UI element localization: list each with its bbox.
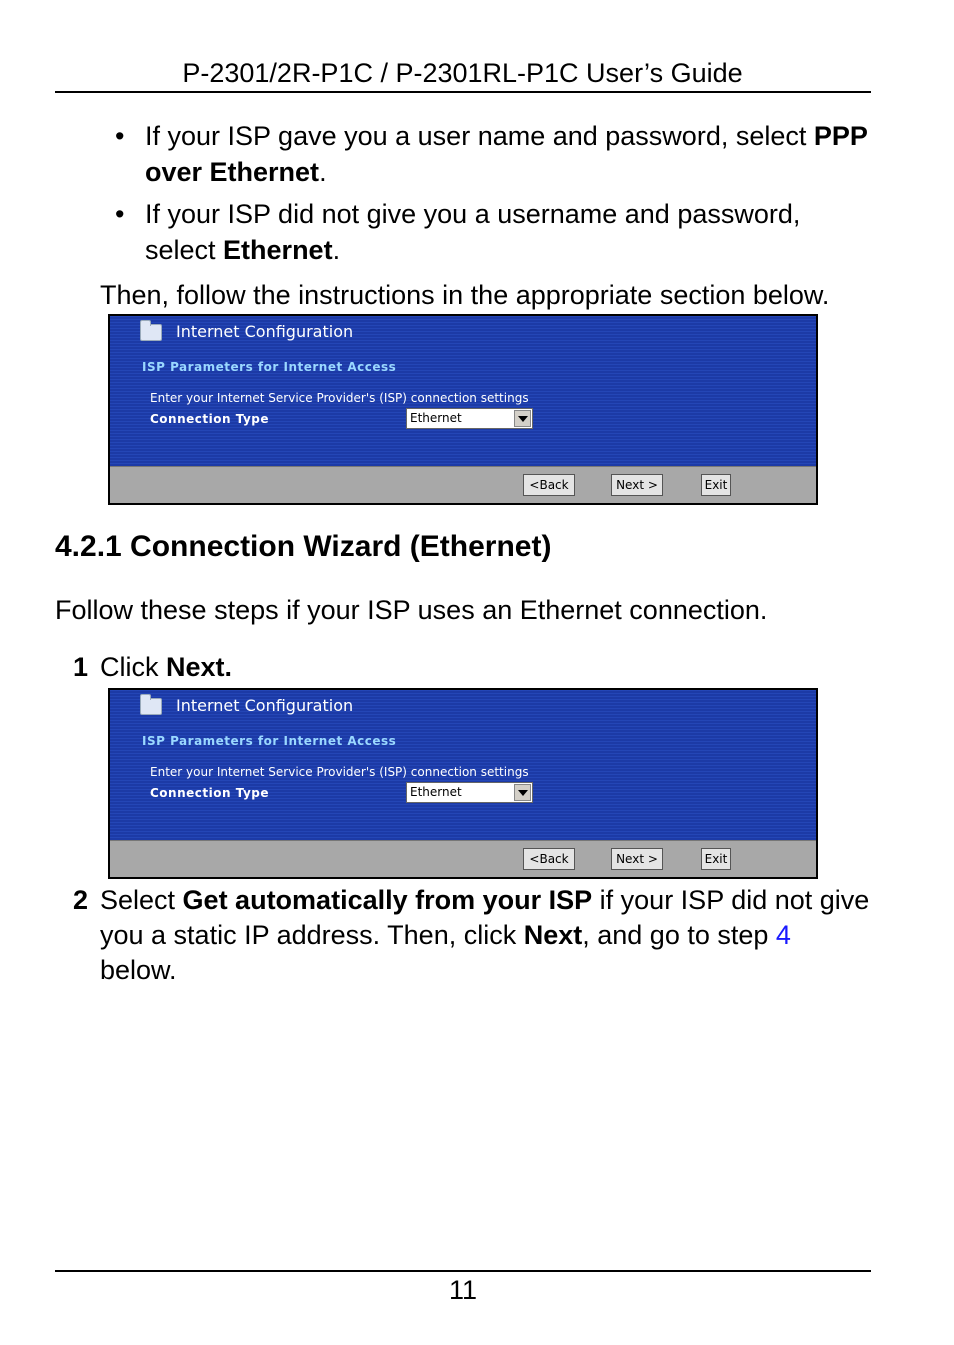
- next-button[interactable]: Next >: [611, 474, 663, 496]
- folder-icon: [140, 324, 162, 341]
- page-number: 11: [448, 1275, 478, 1305]
- screen-description: Enter your Internet Service Provider's (ISP) connection settings: [150, 391, 529, 405]
- section-intro: Follow these steps if your ISP uses an Ethernet connection.: [55, 595, 768, 625]
- connection-type-select[interactable]: Ethernet: [406, 408, 533, 429]
- back-button[interactable]: <Back: [523, 848, 575, 870]
- internet-config-screenshot: [108, 314, 818, 505]
- header-rule: [55, 91, 871, 93]
- internet-config-screenshot: [108, 688, 818, 879]
- followup-text: Then, follow the instructions in the appropriate section below.: [100, 280, 830, 310]
- footer-rule: [55, 1270, 871, 1272]
- screen-title: Internet Configuration: [176, 696, 354, 715]
- screen-title: Internet Configuration: [176, 322, 354, 341]
- connection-type-label: Connection Type: [150, 786, 270, 800]
- bullet-list: [115, 118, 875, 274]
- exit-button[interactable]: Exit: [701, 848, 731, 870]
- folder-icon: [140, 698, 162, 715]
- back-button[interactable]: <Back: [523, 474, 575, 496]
- connection-type-select[interactable]: Ethernet: [406, 782, 533, 803]
- connection-type-label: Connection Type: [150, 412, 270, 426]
- screen-subtitle: ISP Parameters for Internet Access: [142, 360, 397, 374]
- dropdown-arrow-icon: [514, 410, 531, 427]
- screen-description: Enter your Internet Service Provider's (ISP) connection settings: [150, 765, 529, 779]
- header-title: P-2301/2R-P1C / P-2301RL-P1C User’s Guide: [182, 58, 743, 88]
- bullet-item: • If your ISP did not give you a username and password, select Ethernet.: [115, 199, 801, 265]
- screen-subtitle: ISP Parameters for Internet Access: [142, 734, 397, 748]
- step-4-link[interactable]: 4: [775, 920, 791, 950]
- bullet-item: • If your ISP gave you a user name and password, select PPP over Ethernet.: [115, 121, 868, 187]
- exit-button[interactable]: Exit: [701, 474, 731, 496]
- next-button[interactable]: Next >: [611, 848, 663, 870]
- section-heading: 4.2.1 Connection Wizard (Ethernet): [55, 530, 552, 563]
- dropdown-arrow-icon: [514, 784, 531, 801]
